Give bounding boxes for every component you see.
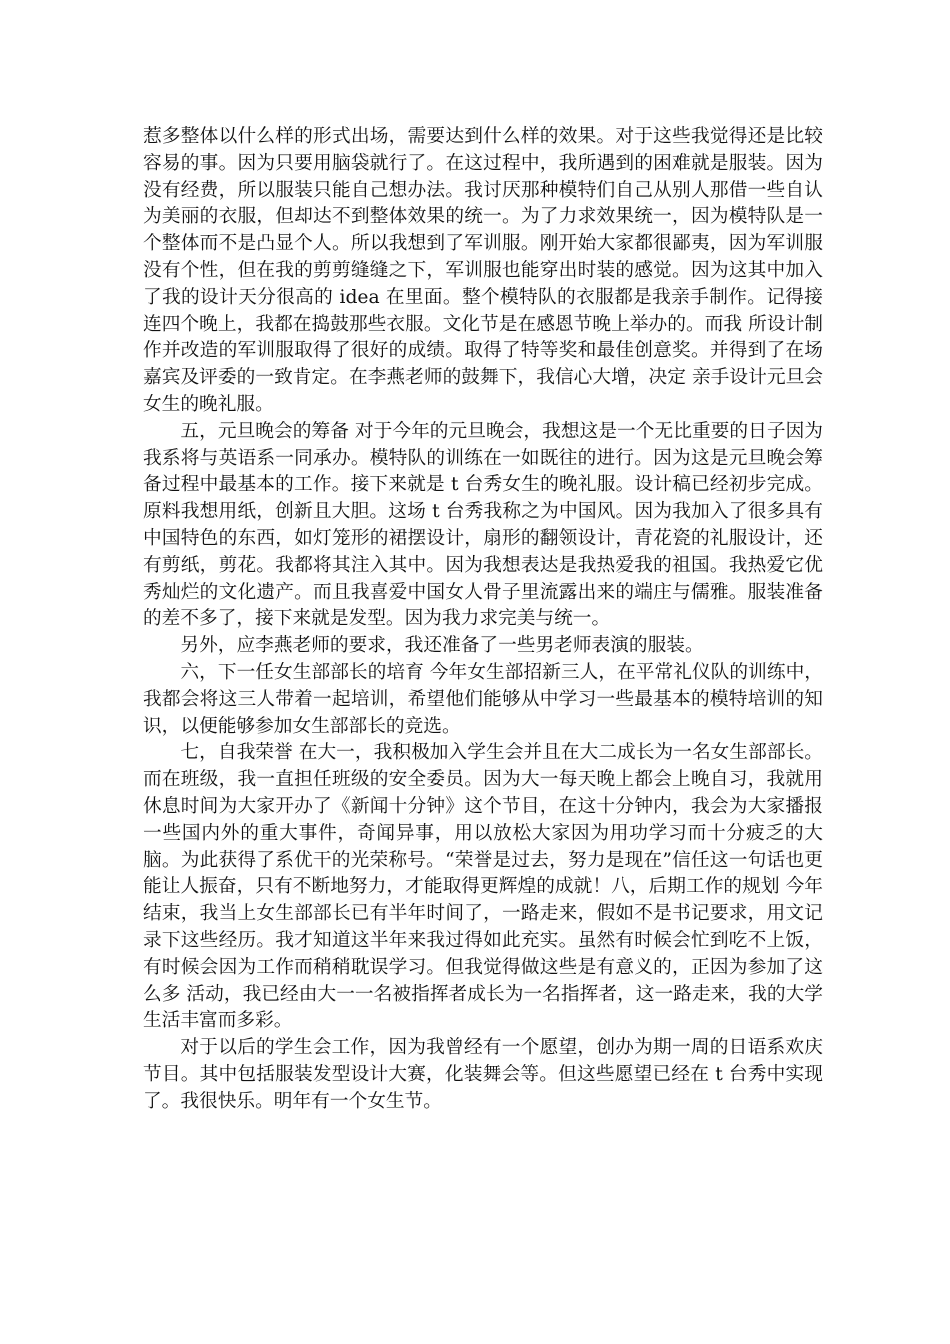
paragraph-successor-training: 六，下一任女生部部长的培育 今年女生部招新三人，在平常礼仪队的训练中，我都会将这三人带着一起培训，希望他们能够从中学习一些最基本的模特培训的知识，以便能够参加女生部部长的竞选。 bbox=[143, 661, 823, 737]
paragraph-new-year-gala: 五，元旦晚会的筹备 对于今年的元旦晚会，我想这是一个无比重要的日子因为我系将与英语系一同承办。模特队的训练在一如既往的进行。因为这是元旦晚会筹备过程中最基本的工作。接下来就是 t 台秀女生的晚礼服。设计稿已经初步完成。原料我想用纸，创新且大胆。这场 t 台秀我称之为中国风。因为我加入了很多具有中国特色的东西，如灯笼形的裙摆设计，扇形的翻领设计，青花瓷的礼服设计，还有剪纸，剪花。我都将其注入其中。因为我想表达是我热爱我的祖国。我热爱它优秀灿烂的文化遗产。而且我喜爱中国女人骨子里流露出来的端庄与儒雅。服装准备的差不多了，接下来就是发型。因为我力求完美与统一。 bbox=[143, 420, 823, 630]
paragraph-honors-and-plans: 七，自我荣誉 在大一，我积极加入学生会并且在大二成长为一名女生部部长。而在班级，我一直担任班级的安全委员。因为大一每天晚上都会上晚自习，我就用休息时间为大家开办了《新闻十分钟》这个节目，在这十分钟内，我会为大家播报一些国内外的重大事件，奇闻异事，用以放松大家因为用功学习而十分疲乏的大脑。为此获得了系优干的光荣称号。“荣誉是过去，努力是现在”信任这一句话也更能让人振奋，只有不断地努力，才能取得更辉煌的成就！八，后期工作的规划 今年结束，我当上女生部部长已有半年时间了，一路走来，假如不是书记要求，用文记录下这些经历。我才知道这半年来我过得如此充实。虽然有时候会忙到吃不上饭，有时候会因为工作而稍稍耽误学习。但我觉得做这些是有意义的，正因为参加了这么多 活动，我已经由大一一名被指挥者成长为一名指挥者，这一路走来，我的大学生活丰富而多彩。 bbox=[143, 742, 823, 1032]
paragraph-costume-design: 惹多整体以什么样的形式出场，需要达到什么样的效果。对于这些我觉得还是比较容易的事。因为只要用脑袋就行了。在这过程中，我所遇到的困难就是服装。因为没有经费，所以服装只能自己想办法。我讨厌那种模特们自己从别人那借一些自认为美丽的衣服，但却达不到整体效果的统一。为了力求效果统一，因为模特队是一个整体而不是凸显个人。所以我想到了军训服。刚开始大家都很鄙夷，因为军训服没有个性，但在我的剪剪缝缝之下，军训服也能穿出时装的感觉。因为这其中加入了我的设计天分很高的 idea 在里面。整个模特队的衣服都是我亲手制作。记得接连四个晚上，我都在捣鼓那些衣服。文化节是在感恩节晚上举办的。而我 所设计制作并改造的军训服取得了很好的成绩。取得了特等奖和最佳创意奖。并得到了在场嘉宾及评委的一致肯定。在李燕老师的鼓舞下，我信心大增，决定 亲手设计元旦会女生的晚礼服。 bbox=[143, 126, 823, 415]
document-page bbox=[143, 124, 823, 1115]
paragraph-future-work: 对于以后的学生会工作，因为我曾经有一个愿望，创办为期一周的日语系欢庆节目。其中包括服装发型设计大赛，化装舞会等。但这些愿望已经在 t 台秀中实现了。我很快乐。明年有一个女生节。 bbox=[143, 1037, 823, 1112]
paragraph-teacher-costumes: 另外，应李燕老师的要求，我还准备了一些男老师表演的服装。 bbox=[180, 635, 704, 657]
